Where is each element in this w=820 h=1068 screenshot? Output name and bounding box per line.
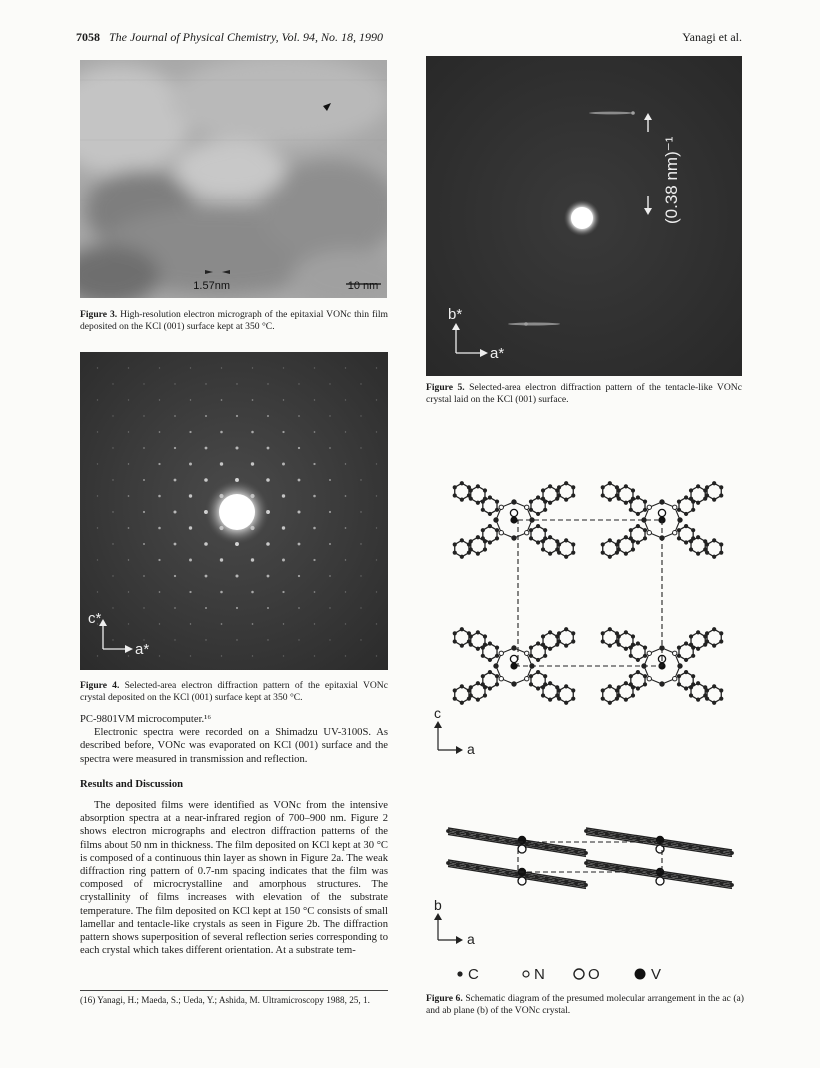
figure6-axis-a-top: a xyxy=(467,741,475,757)
diffraction-spot xyxy=(97,399,98,400)
diffraction-spot xyxy=(282,559,285,562)
diffraction-spot xyxy=(313,527,316,530)
diffraction-spot xyxy=(97,559,98,560)
diffraction-spot xyxy=(360,639,361,640)
diffraction-spot xyxy=(190,367,191,368)
figure3-scale-label: 10 nm xyxy=(347,280,379,292)
legend-oxygen: O xyxy=(588,966,600,983)
diffraction-spot xyxy=(345,399,346,400)
diffraction-spot xyxy=(236,383,237,384)
diffraction-spot xyxy=(158,559,160,561)
diffraction-spot xyxy=(267,383,268,384)
running-header-left xyxy=(76,30,383,45)
figure6-caption-text: Schematic diagram of the presumed molecular arrangement in the ac (a) and ab plane (b) of the VONc crystal. xyxy=(426,993,744,1016)
diffraction-spot xyxy=(376,495,377,496)
diffraction-spot xyxy=(174,639,175,640)
journal-title: The Journal of Physical Chemistry, Vol. 94, No. 18, 1990 xyxy=(109,30,383,44)
diffraction-spot xyxy=(128,655,129,656)
diffraction-spot xyxy=(345,655,346,656)
diffraction-spot xyxy=(345,463,346,464)
diffraction-spot xyxy=(251,591,254,594)
figure5-axis-a: a* xyxy=(490,345,505,362)
diffraction-spot xyxy=(221,367,222,368)
body-paragraph-results: The deposited films were identified as VONc from the intensive absorption spectra at a near-infrared region of 700–900 nm. Figure 2 shows electron micrographs and electron diffraction patterns of the films about 50 nm in thickness. The film deposited on KCl kept at 30 °C is composed of a continuous thin layer as shown in Figure 2a. The weak diffraction ring pattern of 0.7-nm spacing indicates that the film was composed of microcrystalline and amorphous structures. The crystallinity of films increases with elevation of the substrate temperature. The film deposited on KCl kept at 150 °C consists of small lamellar and tentacle-like crystals as seen in Figure 2b. The diffraction pattern shows superposition of several reflection series corresponding to each crystal which takes different orientation. At a substrate tem- xyxy=(80,800,388,957)
body-paragraph-spectra: Electronic spectra were recorded on a Shimadzu UV-3100S. As described before, VONc was evaporated on KCl (001) surface and the spectra were measured in transmission and reflection. xyxy=(80,727,388,765)
diffraction-spot xyxy=(314,655,315,656)
diffraction-spot xyxy=(189,431,191,433)
diffraction-spot xyxy=(298,639,299,640)
diffraction-spot xyxy=(205,383,206,384)
diffraction-spot xyxy=(189,526,192,529)
diffraction-spot xyxy=(159,623,160,624)
diffraction-spot xyxy=(298,575,300,577)
diffraction-spot xyxy=(174,447,176,449)
figure6-diagram xyxy=(426,430,742,990)
diffraction-spot xyxy=(221,399,223,401)
figure5-image xyxy=(426,56,742,376)
diffraction-spot xyxy=(313,463,315,465)
body-line-microcomputer: PC-9801VM microcomputer.¹⁶ xyxy=(80,714,212,725)
diffraction-spot xyxy=(220,558,223,561)
diffraction-spot xyxy=(235,446,238,449)
diffraction-spot xyxy=(360,511,361,512)
diffraction-spot xyxy=(376,399,377,400)
diffraction-spot xyxy=(174,479,177,482)
legend-carbon: C xyxy=(468,966,479,983)
diffraction-spot xyxy=(266,478,270,482)
diffraction-spot xyxy=(189,559,192,562)
figure3-image xyxy=(80,60,387,298)
molecule-stack xyxy=(584,860,734,888)
diffraction-spot xyxy=(251,558,254,561)
diffraction-spot xyxy=(329,511,331,513)
diffraction-spot xyxy=(128,367,129,368)
diffraction-spot xyxy=(314,591,316,593)
figure4-caption-text: Selected-area electron diffraction pattern of the epitaxial VONc crystal deposited on the KCl (001) surface kept at 350 °C. xyxy=(80,680,388,703)
diffraction-spot xyxy=(205,447,208,450)
figure3-caption-text: High-resolution electron micrograph of the epitaxial VONc thin film deposited on the KCl (001) surface kept at 350 °C. xyxy=(80,309,388,332)
diffraction-spot xyxy=(128,527,130,529)
diffraction-spot xyxy=(345,367,346,368)
diffraction-spot xyxy=(298,415,300,417)
diffraction-spot xyxy=(283,367,284,368)
diffraction-spot xyxy=(204,542,208,546)
diffraction-spot xyxy=(252,367,253,368)
figure5-spacing-label: (0.38 nm)⁻¹ xyxy=(662,136,681,224)
section-heading-results: Results and Discussion xyxy=(80,778,184,790)
diffraction-spot xyxy=(376,655,377,656)
diffraction-spot xyxy=(376,623,377,624)
figure6-caption xyxy=(426,993,744,1016)
diffraction-spot xyxy=(376,367,377,368)
diffraction-spot xyxy=(345,559,346,560)
diffraction-spot xyxy=(158,463,160,465)
diffraction-spot xyxy=(360,415,361,416)
diffraction-spot xyxy=(128,591,129,592)
diffraction-spot xyxy=(267,447,270,450)
diffraction-spot xyxy=(220,591,223,594)
diffraction-spot xyxy=(314,399,315,400)
diffraction-spot xyxy=(298,447,300,449)
diffraction-spot xyxy=(267,639,268,640)
diffraction-spot xyxy=(143,383,144,384)
diffraction-spot xyxy=(252,399,254,401)
diffraction-spot xyxy=(205,639,206,640)
diffraction-spot xyxy=(314,623,315,624)
diffraction-spot xyxy=(205,575,208,578)
diffraction-spot xyxy=(143,575,145,577)
figure6-axis-a-bottom: a xyxy=(467,931,475,947)
oxygen-legend-icon xyxy=(574,969,584,979)
diffraction-spot xyxy=(128,559,129,560)
figure4-axis-c: c* xyxy=(88,610,102,627)
diffraction-spot xyxy=(314,367,315,368)
figure4-caption xyxy=(80,680,388,703)
figure3-caption-label: Figure 3. xyxy=(80,309,118,320)
diffraction-spot xyxy=(158,527,161,530)
diffraction-spot xyxy=(298,543,301,546)
diffraction-spot xyxy=(128,431,129,432)
diffraction-spot xyxy=(143,543,145,545)
diffraction-spot xyxy=(360,479,361,480)
diffraction-spot xyxy=(159,591,161,593)
diffraction-spot xyxy=(159,367,160,368)
diffraction-spot xyxy=(345,431,346,432)
diffraction-spot xyxy=(267,415,269,417)
axes-ab xyxy=(434,897,475,947)
diffraction-spot xyxy=(143,511,145,513)
diffraction-spot xyxy=(329,543,331,545)
diffraction-spot xyxy=(112,447,113,448)
legend-vanadium: V xyxy=(651,966,662,983)
vonc-molecule xyxy=(453,481,576,559)
diffraction-spot xyxy=(128,463,129,464)
diffraction-spot xyxy=(282,463,285,466)
diffraction-spot xyxy=(143,415,144,416)
diffraction-spot xyxy=(283,399,284,400)
diffraction-spot xyxy=(376,463,377,464)
diffraction-spot xyxy=(189,463,192,466)
diffraction-spot xyxy=(112,415,113,416)
diffraction-spot xyxy=(376,591,377,592)
diffraction-spot xyxy=(236,639,237,640)
diffraction-spot xyxy=(298,479,301,482)
page-number: 7058 xyxy=(76,30,100,44)
diffraction-spot xyxy=(329,639,330,640)
diffraction-spot xyxy=(128,623,129,624)
diffraction-spot xyxy=(329,383,330,384)
diffraction-spot xyxy=(97,591,98,592)
diffraction-spot xyxy=(174,543,177,546)
figure6-caption-label: Figure 6. xyxy=(426,993,463,1004)
footnote-16: (16) Yanagi, H.; Maeda, S.; Ueda, Y.; Ashida, M. Ultramicroscopy 1988, 25, 1. xyxy=(80,995,370,1005)
diffraction-spot xyxy=(235,574,238,577)
diffraction-spot xyxy=(251,462,254,465)
molecule-stack xyxy=(446,860,588,888)
diffraction-spot xyxy=(282,591,284,593)
diffraction-spot xyxy=(313,495,316,498)
diffraction-spot xyxy=(143,479,145,481)
diffraction-spot xyxy=(298,607,300,609)
diffraction-spot xyxy=(112,511,113,512)
figure6-image xyxy=(426,430,742,990)
diffraction-spot xyxy=(220,431,223,434)
diffraction-spot xyxy=(360,543,361,544)
diffraction-spot xyxy=(283,655,284,656)
diffraction-spot xyxy=(174,383,175,384)
diffraction-spot xyxy=(360,383,361,384)
diffraction-spot xyxy=(313,559,315,561)
diffraction-spot xyxy=(221,623,223,625)
diffraction-spot xyxy=(112,383,113,384)
body-text-left xyxy=(80,713,388,957)
diffraction-spot xyxy=(314,431,316,433)
diffraction-spot xyxy=(112,639,113,640)
diffraction-spot xyxy=(282,431,284,433)
diffraction-spot xyxy=(266,542,270,546)
diffraction-spot xyxy=(158,495,161,498)
diffraction-spot xyxy=(143,607,144,608)
diffraction-spot xyxy=(329,415,330,416)
figure5-diffraction-pattern xyxy=(426,56,742,376)
diffraction-spot xyxy=(345,495,347,497)
diffraction-spot xyxy=(128,495,130,497)
diffraction-spot xyxy=(174,575,176,577)
diffraction-spot xyxy=(376,527,377,528)
diffraction-spot xyxy=(112,543,113,544)
diffraction-spot xyxy=(252,623,254,625)
diffraction-spot xyxy=(190,623,191,624)
diffraction-spot xyxy=(329,479,331,481)
legend-nitrogen: N xyxy=(534,966,545,983)
diffraction-spot xyxy=(360,447,361,448)
atom-legend xyxy=(457,966,661,983)
running-header-author: Yanagi et al. xyxy=(682,30,742,44)
diffraction-spot xyxy=(189,494,192,497)
diffraction-spot xyxy=(376,559,377,560)
diffraction-spot xyxy=(174,607,176,609)
diffraction-spot xyxy=(190,655,191,656)
diffraction-spot xyxy=(252,655,253,656)
diffraction-spot xyxy=(97,463,98,464)
diffraction-spot xyxy=(159,399,160,400)
diffraction-spot xyxy=(329,575,331,577)
figure5-caption xyxy=(426,382,742,405)
diffraction-spot xyxy=(329,607,330,608)
diffraction-spot xyxy=(267,607,269,609)
diffraction-spot xyxy=(360,607,361,608)
figure6a-ac-plane xyxy=(453,481,724,705)
diffraction-spot xyxy=(251,431,254,434)
diffraction-spot xyxy=(205,607,207,609)
diffraction-spot xyxy=(282,494,285,497)
figure3-micrograph xyxy=(80,60,387,298)
footnote-rule xyxy=(80,990,388,991)
nitrogen-legend-icon xyxy=(523,971,529,977)
vanadium-legend-icon xyxy=(635,969,646,980)
diffraction-spot xyxy=(190,399,191,400)
diffraction-spot xyxy=(112,575,113,576)
diffraction-spot xyxy=(159,431,161,433)
figure4-image xyxy=(80,352,388,670)
diffraction-spot xyxy=(159,655,160,656)
diffraction-spot xyxy=(112,479,113,480)
figure3-lattice-label: 1.57nm xyxy=(193,280,230,292)
figure5-caption-text: Selected-area electron diffraction pattern of the tentacle-like VONc crystal laid on the KCl (001) surface. xyxy=(426,382,742,405)
axes-ac xyxy=(434,705,475,757)
diffraction-spot xyxy=(220,462,223,465)
figure5-axis-b: b* xyxy=(448,306,463,323)
figure4-caption-label: Figure 4. xyxy=(80,680,120,691)
diffraction-spot xyxy=(173,510,176,513)
diffraction-spot xyxy=(97,495,98,496)
carbon-legend-icon xyxy=(457,971,462,976)
figure6b-ab-plane xyxy=(446,828,734,888)
diffraction-spot xyxy=(97,527,98,528)
diffraction-spot xyxy=(97,367,98,368)
diffraction-spot xyxy=(329,447,331,449)
figure3-caption xyxy=(80,309,388,332)
diffraction-spot xyxy=(267,575,270,578)
diffraction-spot xyxy=(345,527,347,529)
diffraction-spot xyxy=(298,383,299,384)
diffraction-spot xyxy=(297,510,300,513)
figure4-diffraction-pattern xyxy=(80,352,388,670)
diffraction-spot xyxy=(112,607,113,608)
diffraction-spot xyxy=(221,655,222,656)
figure4-axis-a: a* xyxy=(135,641,150,658)
diffraction-spot xyxy=(204,478,208,482)
diffraction-spot xyxy=(97,431,98,432)
diffraction-spot xyxy=(128,399,129,400)
diffraction-spot xyxy=(189,591,191,593)
diffraction-spot xyxy=(376,431,377,432)
diffraction-spot xyxy=(360,575,361,576)
figure5-caption-label: Figure 5. xyxy=(426,382,465,393)
diffraction-spot xyxy=(282,526,285,529)
figure6-axis-b: b xyxy=(434,897,442,913)
diffraction-spot xyxy=(236,415,238,417)
diffraction-spot xyxy=(283,623,284,624)
diffraction-spot xyxy=(97,655,98,656)
diffraction-spot xyxy=(143,447,145,449)
diffraction-spot xyxy=(205,415,207,417)
figure6-axis-c: c xyxy=(434,705,441,721)
diffraction-spot xyxy=(236,607,238,609)
diffraction-spot xyxy=(345,623,346,624)
diffraction-spot xyxy=(174,415,176,417)
diffraction-spot xyxy=(345,591,346,592)
